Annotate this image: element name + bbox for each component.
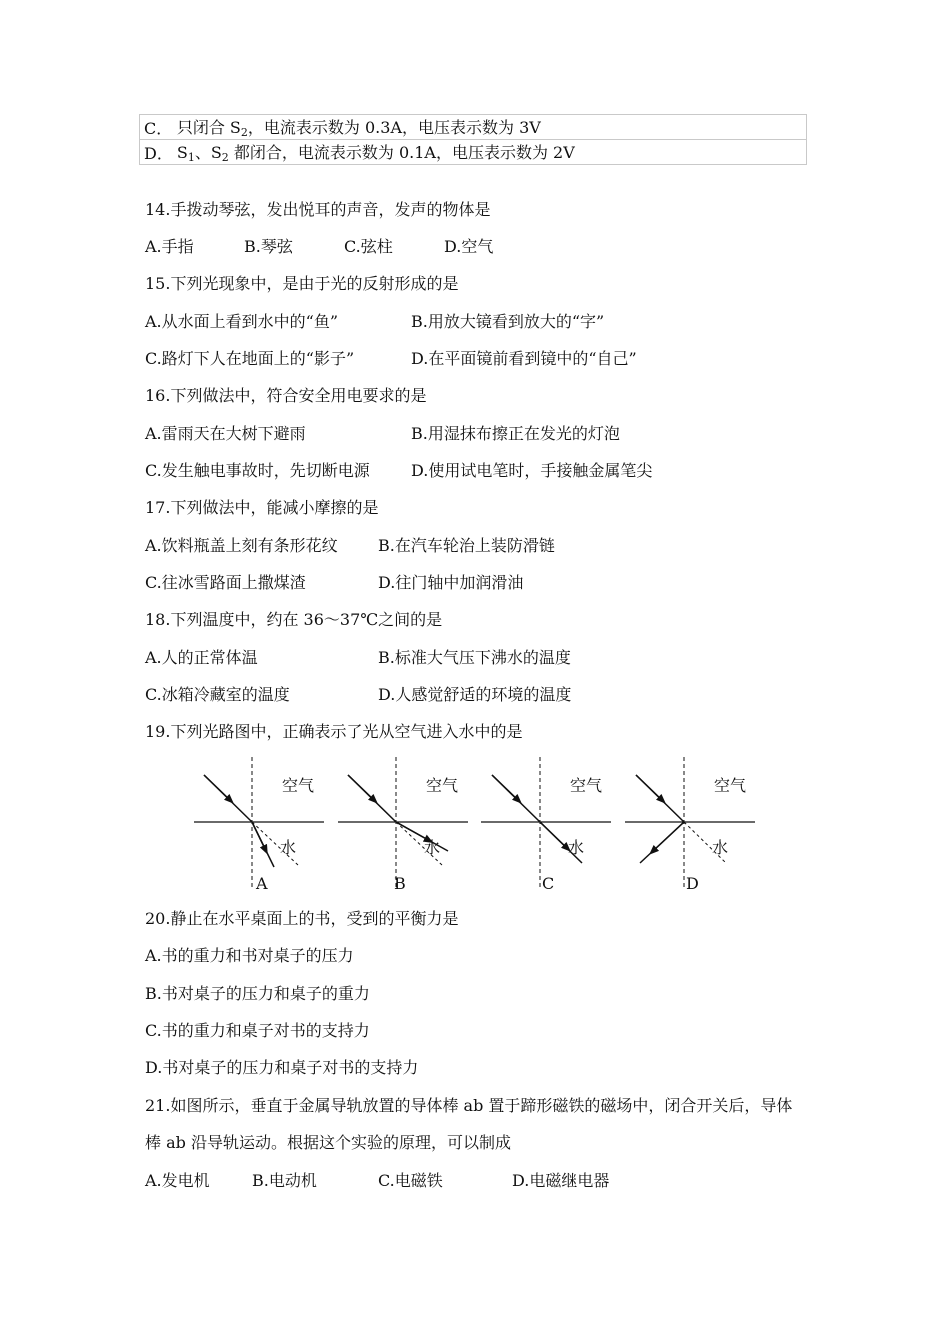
diagram-panel-d bbox=[625, 757, 755, 893]
q14-option-d: D.空气 bbox=[444, 237, 494, 256]
q17-option-d: D.往门轴中加润滑油 bbox=[378, 573, 524, 592]
water-label: 水 bbox=[424, 838, 441, 857]
q21-option-c: C.电磁铁 bbox=[378, 1171, 443, 1190]
option-key: C． bbox=[140, 115, 173, 140]
q16-option-c: C.发生触电事故时，先切断电源 bbox=[145, 461, 370, 480]
q16-option-a: A.雷雨天在大树下避雨 bbox=[145, 424, 306, 443]
q16-option-d: D.使用试电笔时，手接触金属笔尖 bbox=[411, 461, 653, 480]
diagram-panel-b bbox=[338, 757, 468, 893]
question-21-stem: 21.如图所示，垂直于金属导轨放置的导体棒 ab 置于蹄形磁铁的磁场中，闭合开关后，导体 bbox=[145, 1096, 793, 1115]
question-14-stem: 14.手拨动琴弦，发出悦耳的声音，发声的物体是 bbox=[145, 200, 491, 219]
water-label: 水 bbox=[568, 838, 585, 857]
panel-label-b: B bbox=[394, 874, 406, 893]
q20-option-a: A.书的重力和书对桌子的压力 bbox=[145, 946, 354, 965]
q14-option-c: C.弦柱 bbox=[344, 237, 393, 256]
q15-option-c: C.路灯下人在地面上的“影子” bbox=[145, 349, 355, 368]
water-label: 水 bbox=[280, 838, 297, 857]
q18-option-b: B.标准大气压下沸水的温度 bbox=[378, 648, 571, 667]
air-label: 空气 bbox=[714, 776, 747, 795]
q16-option-b: B.用湿抹布擦正在发光的灯泡 bbox=[411, 424, 620, 443]
q17-option-c: C.往冰雪路面上撒煤渣 bbox=[145, 573, 306, 592]
option-key: D． bbox=[140, 140, 173, 165]
q15-option-a: A.从水面上看到水中的“鱼” bbox=[145, 312, 339, 331]
water-label: 水 bbox=[712, 838, 729, 857]
panel-label-c: C bbox=[542, 874, 555, 893]
table-row bbox=[140, 140, 807, 165]
diagram-panel-a bbox=[194, 757, 324, 893]
q20-option-d: D.书对桌子的压力和桌子对书的支持力 bbox=[145, 1058, 419, 1077]
air-label: 空气 bbox=[426, 776, 459, 795]
panel-label-d: D bbox=[686, 874, 699, 893]
option-text: 只闭合 $S_2$，电流表示数为 0.3A，电压表示数为 3V bbox=[173, 115, 807, 140]
q15-option-b: B.用放大镜看到放大的“字” bbox=[411, 312, 605, 331]
q17-option-a: A.饮料瓶盖上刻有条形花纹 bbox=[145, 536, 338, 555]
question-21-stem-cont: 棒 ab 沿导轨运动。根据这个实验的原理，可以制成 bbox=[145, 1133, 511, 1152]
q21-option-b: B.电动机 bbox=[252, 1171, 317, 1190]
q17-option-b: B.在汽车轮治上装防滑链 bbox=[378, 536, 555, 555]
q18-option-c: C.冰箱冷藏室的温度 bbox=[145, 685, 290, 704]
q21-option-d: D.电磁继电器 bbox=[512, 1171, 610, 1190]
question-15-stem: 15.下列光现象中，是由于光的反射形成的是 bbox=[145, 274, 459, 293]
question-17-stem: 17.下列做法中，能减小摩擦的是 bbox=[145, 498, 379, 517]
q20-option-c: C.书的重力和桌子对书的支持力 bbox=[145, 1021, 370, 1040]
q21-option-a: A.发电机 bbox=[145, 1171, 210, 1190]
air-label: 空气 bbox=[570, 776, 603, 795]
question-18-stem: 18.下列温度中，约在 36～37℃之间的是 bbox=[145, 610, 443, 629]
diagram-panel-c bbox=[481, 757, 611, 893]
q18-option-a: A.人的正常体温 bbox=[145, 648, 258, 667]
question-16-stem: 16.下列做法中，符合安全用电要求的是 bbox=[145, 386, 427, 405]
q18-option-d: D.人感觉舒适的环境的温度 bbox=[378, 685, 572, 704]
option-text: $S_1$、$S_2$ 都闭合，电流表示数为 0.1A，电压表示数为 2V bbox=[173, 140, 807, 165]
q14-option-a: A.手指 bbox=[145, 237, 194, 256]
panel-label-a: A bbox=[256, 874, 268, 893]
question-20-stem: 20.静止在水平桌面上的书，受到的平衡力是 bbox=[145, 909, 459, 928]
question-19-stem: 19.下列光路图中，正确表示了光从空气进入水中的是 bbox=[145, 722, 523, 741]
options-table bbox=[139, 114, 807, 165]
q14-option-b: B.琴弦 bbox=[244, 237, 293, 256]
air-label: 空气 bbox=[282, 776, 315, 795]
table-row bbox=[140, 115, 807, 140]
q15-option-d: D.在平面镜前看到镜中的“自己” bbox=[411, 349, 637, 368]
light-path-diagrams bbox=[190, 755, 760, 895]
q20-option-b: B.书对桌子的压力和桌子的重力 bbox=[145, 984, 370, 1003]
